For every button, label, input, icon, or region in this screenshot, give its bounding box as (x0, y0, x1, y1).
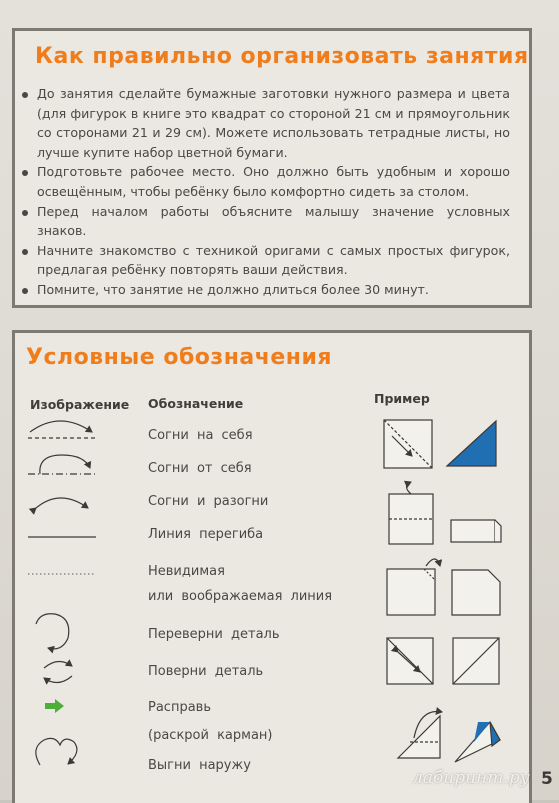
label-outside-reverse: Выгни наружу (148, 758, 251, 773)
label-fold-toward: Согни на себя (148, 428, 253, 443)
fold-unfold-icon (36, 498, 88, 508)
label-turn-over: Переверни деталь (148, 627, 280, 642)
label-hidden-line-1: Невидимая (148, 564, 225, 579)
tip-item: Начните знакомство с техникой оригами с самых простых фигурок, предлагая ребёнку повторять ваши действия. (20, 241, 510, 280)
outside-reverse-icon (36, 738, 77, 765)
label-open-2: (раскрой карман) (148, 728, 273, 743)
header-example: Пример (374, 391, 430, 406)
tip-item: Перед началом работы объясните малышу значение условных знаков. (20, 202, 510, 241)
example-hidden-line (387, 559, 500, 615)
example-turn-over (387, 638, 499, 684)
label-hidden-line-2: или воображаемая линия (148, 589, 333, 604)
label-open-1: Расправь (148, 700, 211, 715)
label-crease-line: Линия перегиба (148, 527, 264, 542)
turn-over-icon (36, 614, 69, 649)
tip-item: Помните, что занятие не должно длиться более 30 минут. (20, 280, 510, 300)
tip-item: Подготовьте рабочее место. Оно должно быть удобным и хорошо освещённым, чтобы ребёнку было комфортно сидеть за столом. (20, 162, 510, 201)
tip-item: До занятия сделайте бумажные заготовки нужного размера и цвета (для фигурок в книге это квадрат со стороной 21 см и прямоугольник со сторонами 21 и 29 см). Можете использовать тетрадные листы, но лучше купите набор цветной бумаги. (20, 84, 510, 162)
example-blue-triangle (447, 421, 496, 466)
symbols-title: Условные обозначения (26, 345, 333, 370)
example-fold-unfold (389, 482, 501, 544)
page-number: 5 (541, 769, 553, 789)
tips-title: Как правильно организовать занятия (35, 44, 529, 69)
header-meaning: Обозначение (148, 396, 244, 411)
header-image: Изображение (30, 397, 130, 412)
label-fold-unfold: Согни и разогни (148, 494, 269, 509)
fold-away-icon (28, 455, 96, 474)
example-outside-reverse (398, 712, 500, 762)
label-fold-away: Согни от себя (148, 461, 252, 476)
open-arrow-icon (45, 699, 64, 713)
label-rotate: Поверни деталь (148, 664, 264, 679)
example-fold-square (384, 420, 432, 468)
rotate-icon (44, 661, 72, 682)
fold-toward-icon (28, 421, 96, 438)
watermark-logo: лабиринт.ру (412, 768, 530, 788)
